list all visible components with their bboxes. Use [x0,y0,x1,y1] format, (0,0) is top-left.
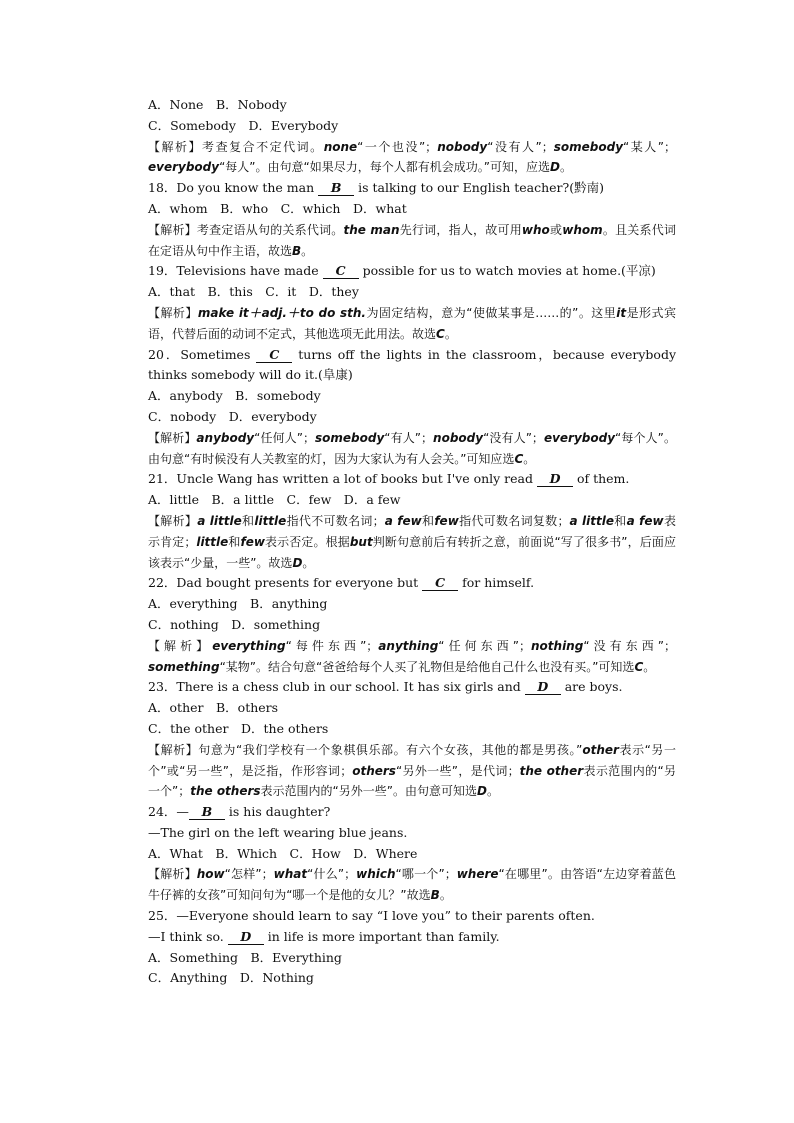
q19-options: A．that B．this C．it D．they [148,284,359,300]
answer-letter: C [514,451,524,466]
keyword: a little [569,513,614,528]
analysis-text: 为固定结构，意为“使做某事是……的”。这里 [365,305,617,320]
q25-reply [120,927,676,948]
analysis-text: 或 [549,222,563,237]
answer-blank: D [228,929,264,945]
q20-stem [120,345,676,387]
stem-text: 21．Uncle Wang has written a lot of books but I've only read [148,471,537,487]
analysis-text: “另外一些”，是代词； [395,763,520,778]
keyword: anything [378,638,439,653]
answer-letter: B [430,888,440,903]
analysis-text: “每人”。由句意“如果尽力，每个人都有机会成功。”可知，应选 [219,160,550,175]
keyword: the other [519,763,584,778]
q25-options-ab: A．Something B．Everything [148,949,342,965]
analysis-text: 。 [523,451,536,466]
analysis-text: 表示范围内的“另外一些”。由句意可知选 [260,784,477,799]
q23-analysis [120,740,676,802]
stem-text: possible for us to watch movies at home.(平凉) [358,263,656,279]
q24-stem [120,802,676,823]
q24-reply: —The girl on the left wearing blue jeans. [148,824,408,840]
document-page [120,95,676,989]
stem-text: are boys. [560,679,623,695]
keyword: everything [212,638,286,653]
analysis-text: 指代可数名词复数； [458,513,570,528]
analysis-text: 。且关系代词在定语从句中作主语，故选 [148,222,676,258]
q25-options-cd: C．Anything D．Nothing [148,970,314,986]
q21-stem [120,469,676,490]
keyword: little [196,534,229,549]
keyword: little [254,513,287,528]
keyword: but [349,534,373,549]
analysis-text: 判断句意前后有转折之意，前面说“写了很多书”，后面应该表示“少量，一些”。故选 [148,534,676,570]
keyword: everybody [148,160,220,175]
stem-text: is talking to our English teacher?(黔南) [354,180,604,196]
keyword: a few [626,513,664,528]
analysis-text: 。 [444,326,457,341]
keyword: what [273,867,308,882]
analysis-text: “任何人”； [254,430,315,445]
keyword: a little [197,513,242,528]
q18-analysis [120,220,676,262]
answer-letter: D [549,160,560,175]
q22-options-ab: A．everything B．anything [148,596,328,612]
keyword: other [582,742,619,757]
keyword: somebody [553,139,624,154]
q17-options-ab: A．None B．Nobody [148,97,287,112]
answer-letter: B [292,243,302,258]
stem-text: 22．Dad bought presents for everyone but [148,575,423,591]
answer-letter: C [634,659,644,674]
analysis-text: “在哪里”。由答语“左边穿着蓝色牛仔裤的女孩”可知问句为“哪一个是他的女儿？”故选 [148,867,676,903]
stem-text: —I think so. [148,928,228,944]
q23-options-cd: C．the other D．the others [148,720,329,736]
stem-text: of them. [572,471,630,487]
analysis-text: “某物”。结合句意“爸爸给每个人买了礼物但是给他自己什么也没有买。”可知选 [219,659,635,674]
q22-stem [120,573,676,594]
stem-text: 20．Sometimes [148,346,257,362]
analysis-text: 。 [486,784,499,799]
analysis-text: 。 [643,659,656,674]
q22-options-cd: C．nothing D．something [148,616,321,632]
keyword: which [356,867,396,882]
keyword: nobody [433,430,484,445]
analysis-text: “有人”； [384,430,434,445]
q25-stem: 25．—Everyone should learn to say “I love you” to their parents often. [148,908,595,924]
analysis-text: 先行词，指人，故可用 [399,222,522,237]
analysis-text: “任何东西”； [438,638,531,653]
keyword: everybody [543,430,616,445]
analysis-text: 表示否定。根据 [264,534,350,549]
analysis-label: 【解析】句意为“我们学校有一个象棋俱乐部。有六个女孩，其他的都是男孩。” [148,742,583,757]
keyword: anybody [196,430,255,445]
answer-blank: B [318,180,354,196]
analysis-text: “怎样”； [224,867,274,882]
keyword: whom [562,222,603,237]
analysis-label: 【解析】 [148,513,198,528]
answer-blank: C [422,575,458,591]
analysis-text: 和 [421,513,435,528]
keyword: few [240,534,265,549]
keyword: how [196,867,225,882]
q23-stem [120,677,676,698]
keyword: who [521,222,550,237]
analysis-text: 表示肯定； [148,513,676,549]
analysis-text: “没有人”； [483,430,544,445]
analysis-text: 指代不可数名词； [286,513,385,528]
analysis-label: 【解析】考查定语从句的关系代词。 [148,222,344,237]
keyword: make it＋adj.＋to do sth. [197,305,366,320]
analysis-label: 【解析】 [148,305,198,320]
keyword: none [323,139,358,154]
analysis-text: 和 [241,513,255,528]
answer-letter: C [436,326,445,341]
keyword: others [352,763,396,778]
q17-options-cd: C．Somebody D．Everybody [148,117,339,133]
stem-text: for himself. [458,575,535,591]
analysis-text: 。 [439,888,452,903]
analysis-text: “什么”； [307,867,357,882]
analysis-text: “一个也没”； [357,139,438,154]
keyword: something [148,659,220,674]
analysis-text: 。 [301,243,314,258]
keyword: it [616,305,627,320]
analysis-label: 【解析】 [148,638,213,653]
q18-options: A．whom B．who C．which D．what [148,200,407,216]
q24-analysis [120,864,676,906]
stem-text: 18．Do you know the man [148,180,319,196]
answer-blank: B [189,804,225,820]
answer-letter: D [476,784,487,799]
stem-text: turns off the lights in the classroom，because everybody thinks somebody will do it.(阜康) [148,346,677,383]
analysis-text: 。 [559,160,572,175]
q17-analysis [120,137,676,179]
stem-text: is his daughter? [224,804,331,820]
stem-text: 23．There is a chess club in our school. It has six girls and [148,679,525,695]
answer-blank: D [537,471,573,487]
analysis-text: 表示“另一个”或“另一些”，是泛指，作形容词； [148,742,676,778]
analysis-text: “哪一个”； [395,867,457,882]
q19-analysis [120,303,676,345]
answer-letter: D [292,555,303,570]
analysis-text: “没有东西”； [583,638,677,653]
analysis-text: “每个人”。由句意“有时候没有人关教室的灯，因为大家认为有人会关。”可知应选 [148,430,676,466]
keyword: where [456,867,499,882]
analysis-text: 表示范围内的“另一个”； [148,763,677,799]
answer-blank: C [256,347,292,363]
analysis-text: 是形式宾语，代替后面的动词不定式，其他选项无此用法。故选 [148,305,676,341]
stem-text: 24．— [148,804,189,820]
keyword: few [434,513,459,528]
keyword: nothing [531,638,584,653]
analysis-label: 【解析】 [148,430,197,445]
keyword: the man [343,222,400,237]
q21-analysis [120,511,676,573]
keyword: the others [190,784,261,799]
q20-analysis [120,428,676,470]
answer-blank: D [525,679,561,695]
q18-stem [120,178,676,199]
keyword: nobody [437,139,488,154]
analysis-text: “没有人”； [487,139,554,154]
analysis-text: 和 [228,534,241,549]
analysis-text: “每件东西”； [285,638,379,653]
q24-options: A．What B．Which C．How D．Where [148,845,418,861]
keyword: somebody [315,430,385,445]
q23-options-ab: A．other B．others [148,700,279,716]
analysis-label: 【解析】 [148,867,197,882]
analysis-text: 。 [302,555,315,570]
q20-options-cd: C．nobody D．everybody [148,408,317,424]
q21-options: A．little B．a little C．few D．a few [148,492,401,508]
analysis-text: “某人”； [623,139,676,154]
q20-options-ab: A．anybody B．somebody [148,388,321,404]
answer-blank: C [323,263,359,279]
analysis-text: 和 [614,513,627,528]
analysis-label: 【解析】考查复合不定代词。 [148,139,324,154]
q22-analysis [120,636,676,678]
q19-stem [120,261,676,282]
keyword: a few [384,513,422,528]
stem-text: in life is more important than family. [263,928,500,944]
stem-text: 19．Televisions have made [148,263,323,279]
